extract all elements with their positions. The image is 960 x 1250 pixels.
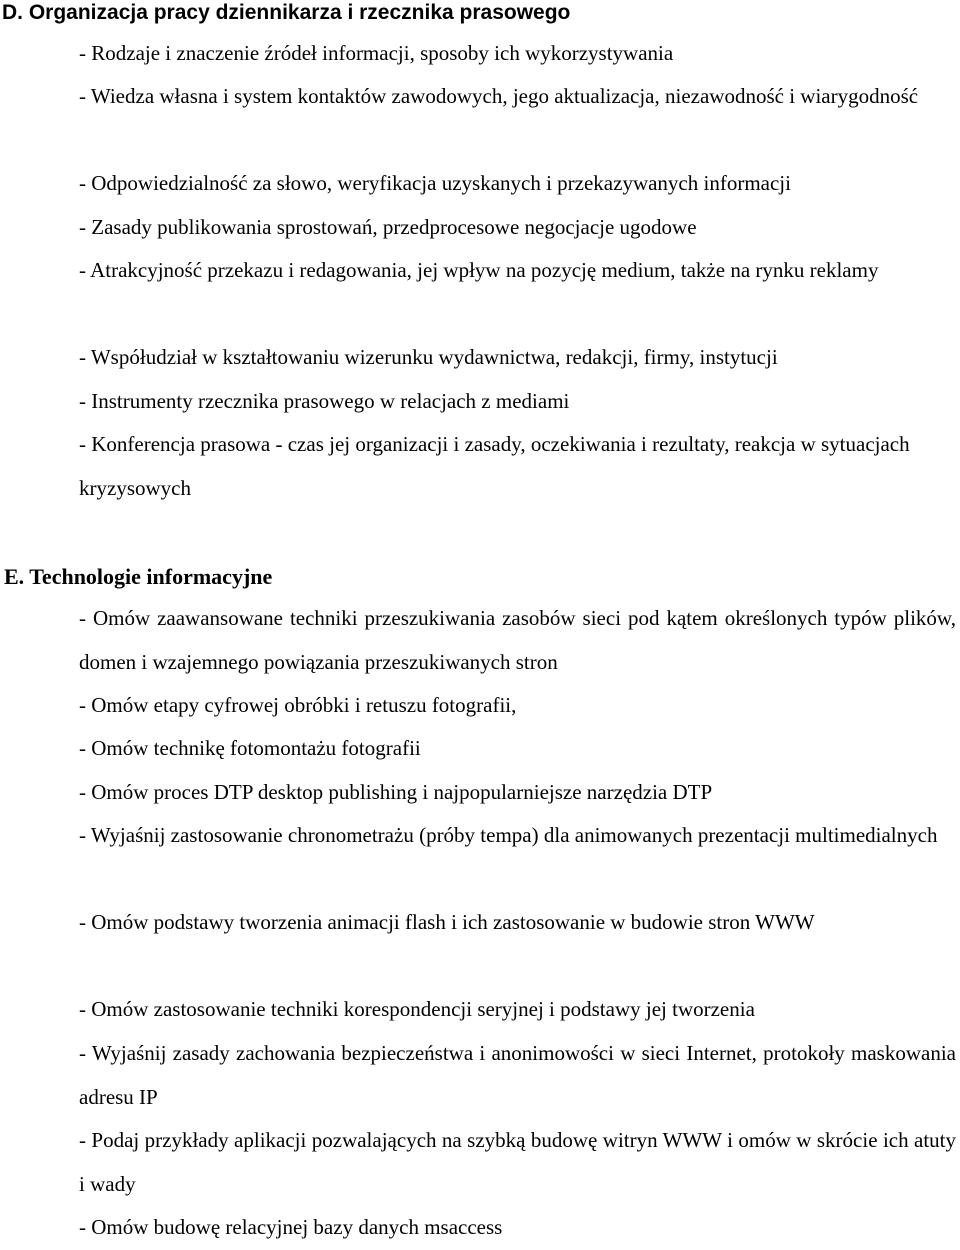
section-d-item: - Współudział w kształtowaniu wizerunku wydawnictwa, redakcji, firmy, instytucji xyxy=(79,345,778,369)
section-d-item: - Rodzaje i znaczenie źródeł informacji, sposoby ich wykorzystywania xyxy=(79,41,674,65)
section-e-item: - Omów podstawy tworzenia animacji flash i ich zastosowanie w budowie stron WWW xyxy=(79,910,815,934)
section-d-item: - Atrakcyjność przekazu i redagowania, jej wpływ na pozycję medium, także na rynku reklamy xyxy=(79,258,879,282)
section-d-item: - Instrumenty rzecznika prasowego w relacjach z mediami xyxy=(79,389,570,413)
section-e-heading: E. Technologie informacyjne xyxy=(4,564,273,589)
section-e-item: - Omów technikę fotomontażu fotografii xyxy=(79,736,421,760)
section-e-item: - Omów budowę relacyjnej bazy danych msaccess xyxy=(79,1215,503,1239)
section-d-heading: D. Organizacja pracy dziennikarza i rzecznika prasowego xyxy=(2,1,571,24)
section-e-item: - Podaj przykłady aplikacji pozwalających na szybką budowę witryn WWW i omów w skrócie ich atuty i wady xyxy=(79,1128,956,1196)
section-d-item: - Zasady publikowania sprostowań, przedprocesowe negocjacje ugodowe xyxy=(79,215,697,239)
section-d-item: - Wiedza własna i system kontaktów zawodowych, jego aktualizacja, niezawodność i wiarygodność xyxy=(79,84,919,108)
section-e-item: - Wyjaśnij zastosowanie chronometrażu (próby tempa) dla animowanych prezentacji multimedialnych xyxy=(79,823,938,847)
section-d-item: - Konferencja prasowa - czas jej organizacji i zasady, oczekiwania i rezultaty, reakcja w sytuacjach kryzysowych xyxy=(79,432,910,500)
section-e-item: - Omów etapy cyfrowej obróbki i retuszu fotografii, xyxy=(79,693,517,717)
section-e-item: - Omów zastosowanie techniki korespondencji seryjnej i podstawy jej tworzenia xyxy=(79,997,755,1021)
section-e-item: - Wyjaśnij zasady zachowania bezpieczeństwa i anonimowości w sieci Internet, protokoły maskowania adresu IP xyxy=(79,1041,956,1109)
section-e-item: - Omów zaawansowane techniki przeszukiwania zasobów sieci pod kątem określonych typów plików, domen i wzajemnego powiązania przeszukiwanych stron xyxy=(79,606,956,674)
section-d-item: - Odpowiedzialność za słowo, weryfikacja uzyskanych i przekazywanych informacji xyxy=(79,171,791,195)
section-e-item: - Omów proces DTP desktop publishing i najpopularniejsze narzędzia DTP xyxy=(79,780,713,804)
